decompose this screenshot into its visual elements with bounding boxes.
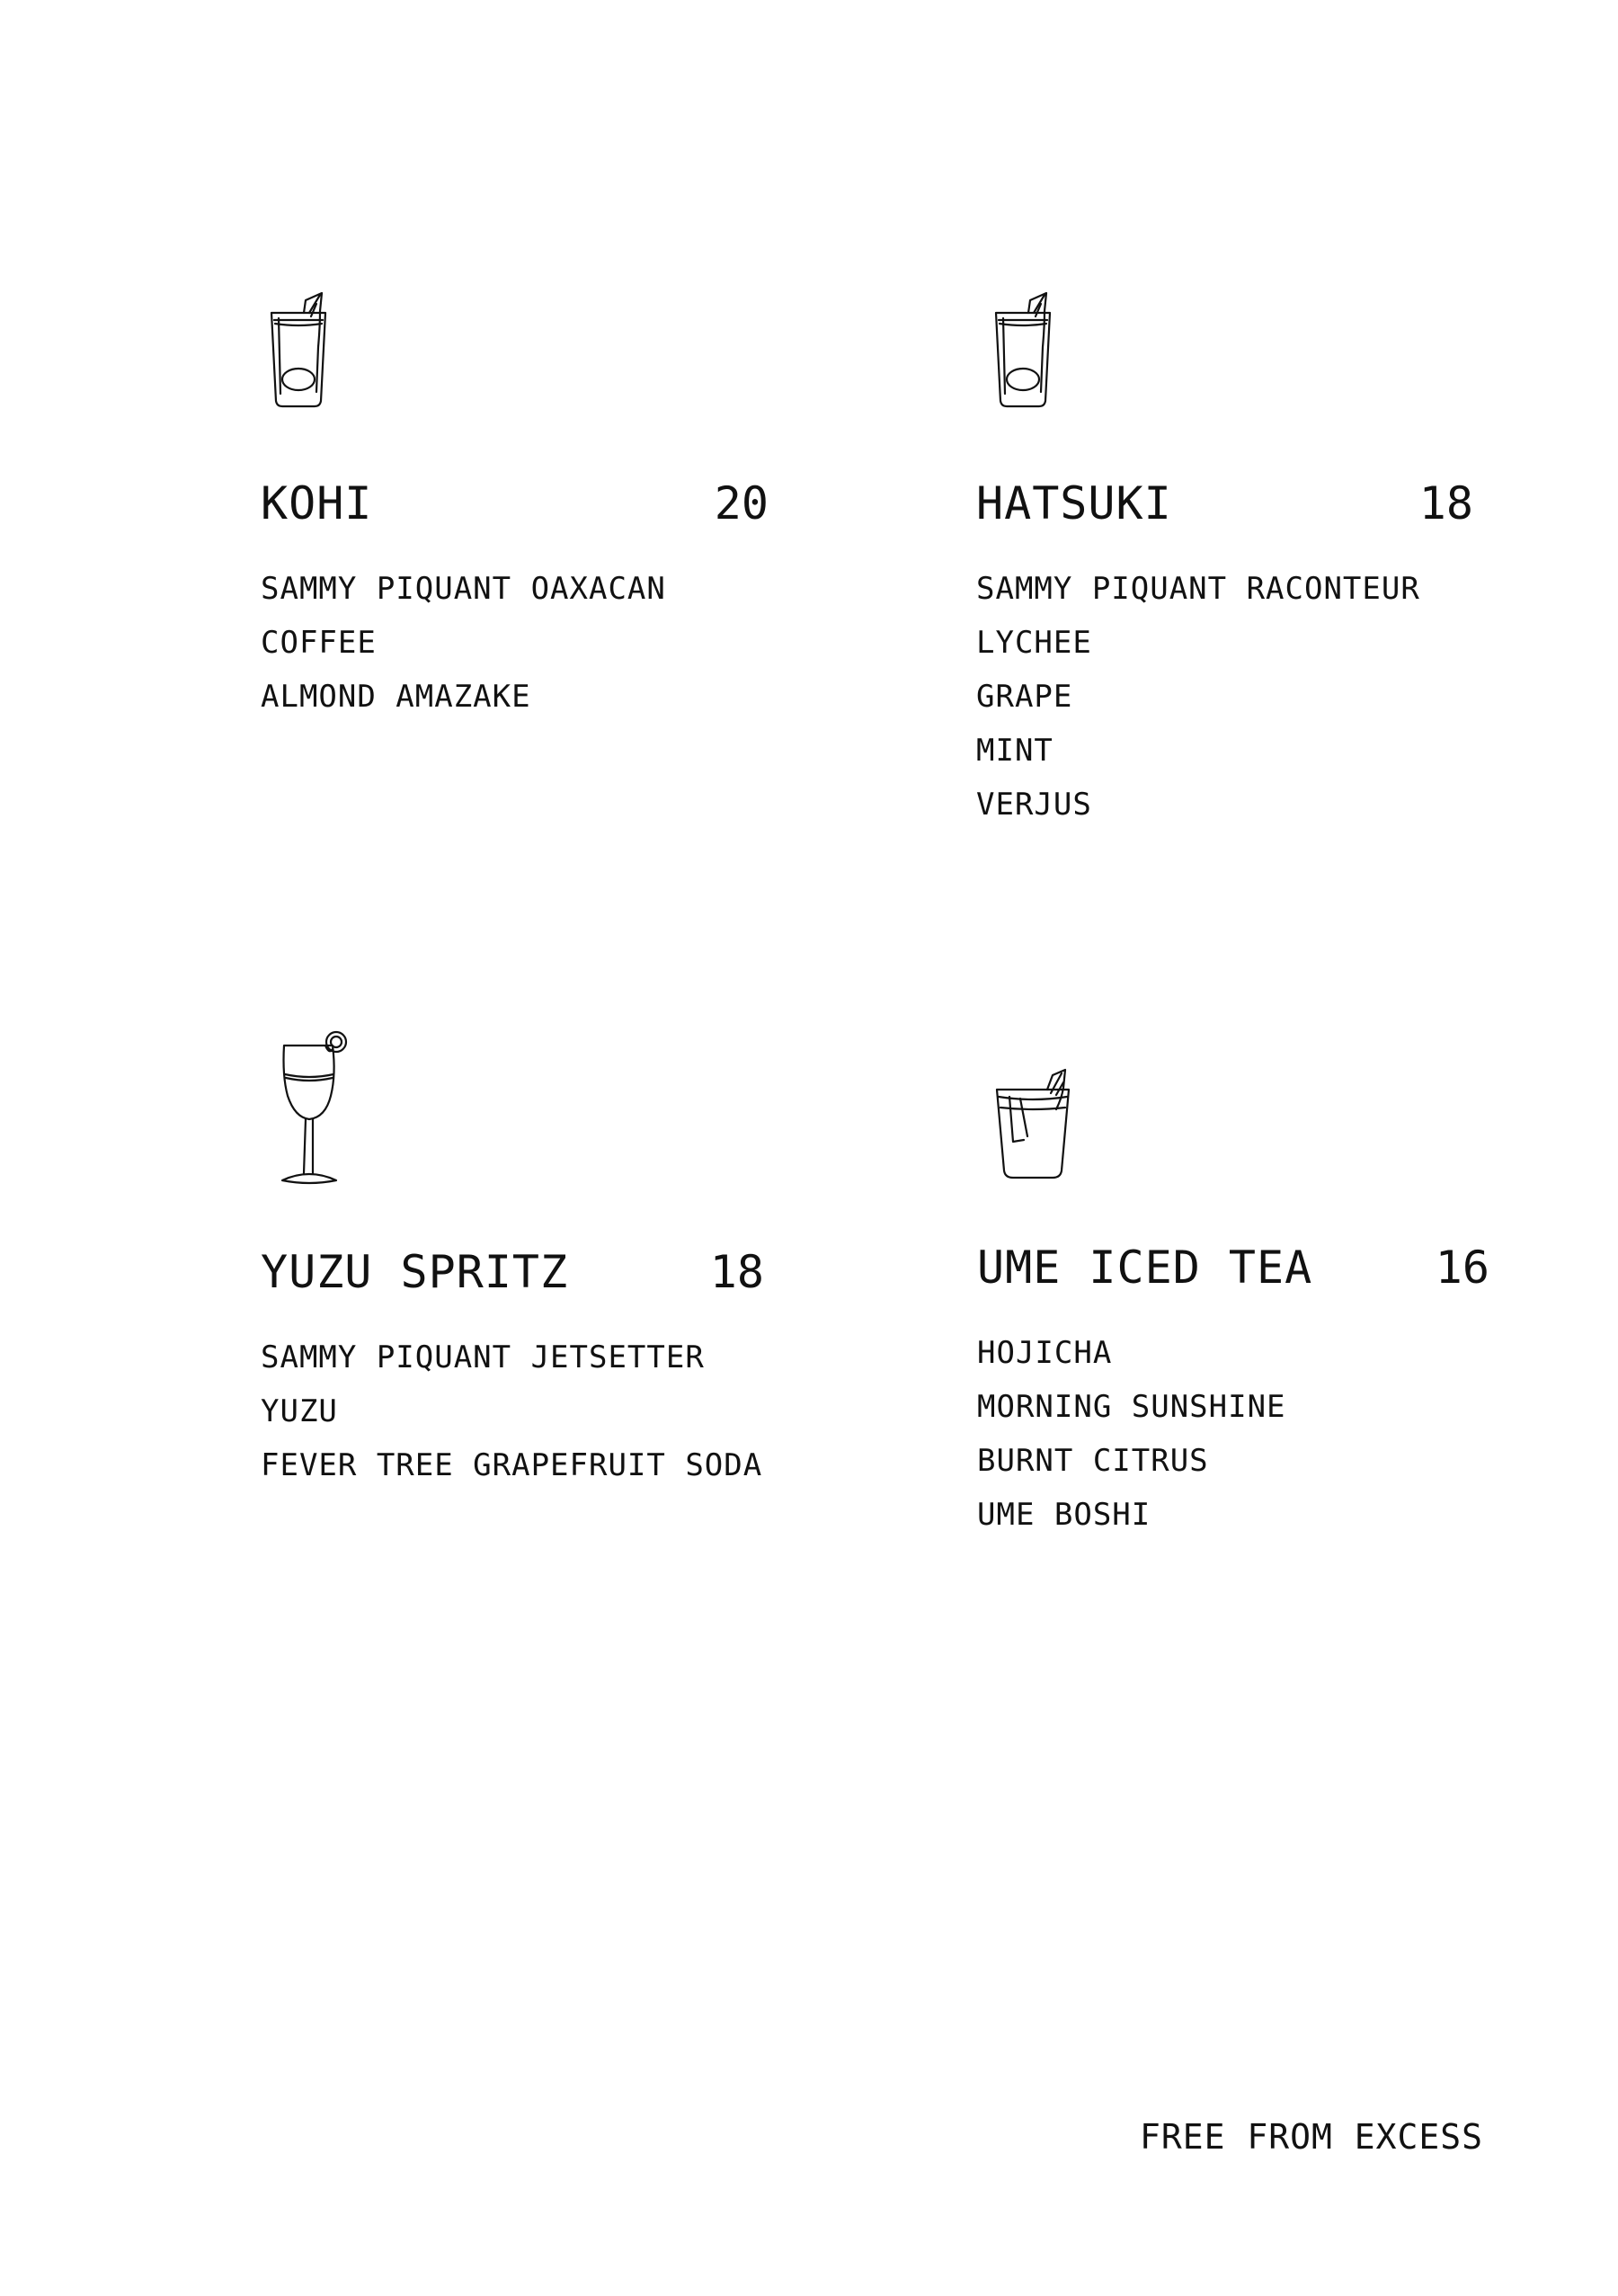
highball-glass-icon	[994, 293, 1057, 410]
ingredient: SAMMY PIQUANT JETSETTER	[261, 1339, 705, 1375]
highball-glass-icon	[270, 293, 333, 410]
ingredient: GRAPE	[976, 679, 1073, 715]
ingredient: SAMMY PIQUANT OAXACAN	[261, 571, 666, 607]
ingredient: HOJICHA	[977, 1335, 1113, 1371]
item-price: 18	[709, 1246, 764, 1298]
menu-item-ume-iced-tea	[977, 1061, 1489, 1564]
item-price: 16	[1435, 1241, 1489, 1294]
item-name: KOHI	[261, 477, 373, 530]
ingredient: SAMMY PIQUANT RACONTEUR	[976, 571, 1420, 607]
ingredient-list	[261, 1330, 762, 1492]
wine-glass-icon	[279, 1031, 360, 1188]
ingredient: MORNING SUNSHINE	[977, 1389, 1286, 1425]
tumbler-glass-icon	[993, 1070, 1074, 1182]
ingredient: UME BOSHI	[977, 1497, 1151, 1533]
menu-item-hatsuki	[976, 288, 1473, 845]
item-price: 18	[1418, 477, 1473, 530]
menu-item-kohi	[261, 288, 769, 755]
item-price: 20	[714, 477, 769, 530]
item-name: UME ICED TEA	[977, 1241, 1313, 1294]
ingredient-list	[261, 562, 666, 724]
ingredient: LYCHEE	[976, 625, 1092, 661]
item-name: HATSUKI	[976, 477, 1172, 530]
ingredient: YUZU	[261, 1393, 338, 1429]
menu-item-yuzu-spritz	[261, 1029, 764, 1515]
ingredient-list	[977, 1326, 1286, 1542]
item-name: YUZU SPRITZ	[261, 1246, 569, 1298]
ingredient: ALMOND AMAZAKE	[261, 679, 531, 715]
footer-tagline: FREE FROM EXCESS	[1139, 2117, 1483, 2157]
ingredient: COFFEE	[261, 625, 377, 661]
ingredient: MINT	[976, 733, 1053, 769]
ingredient: FEVER TREE GRAPEFRUIT SODA	[261, 1447, 763, 1483]
ingredient: VERJUS	[976, 787, 1092, 823]
ingredient-list	[976, 562, 1420, 832]
ingredient: BURNT CITRUS	[977, 1443, 1209, 1479]
